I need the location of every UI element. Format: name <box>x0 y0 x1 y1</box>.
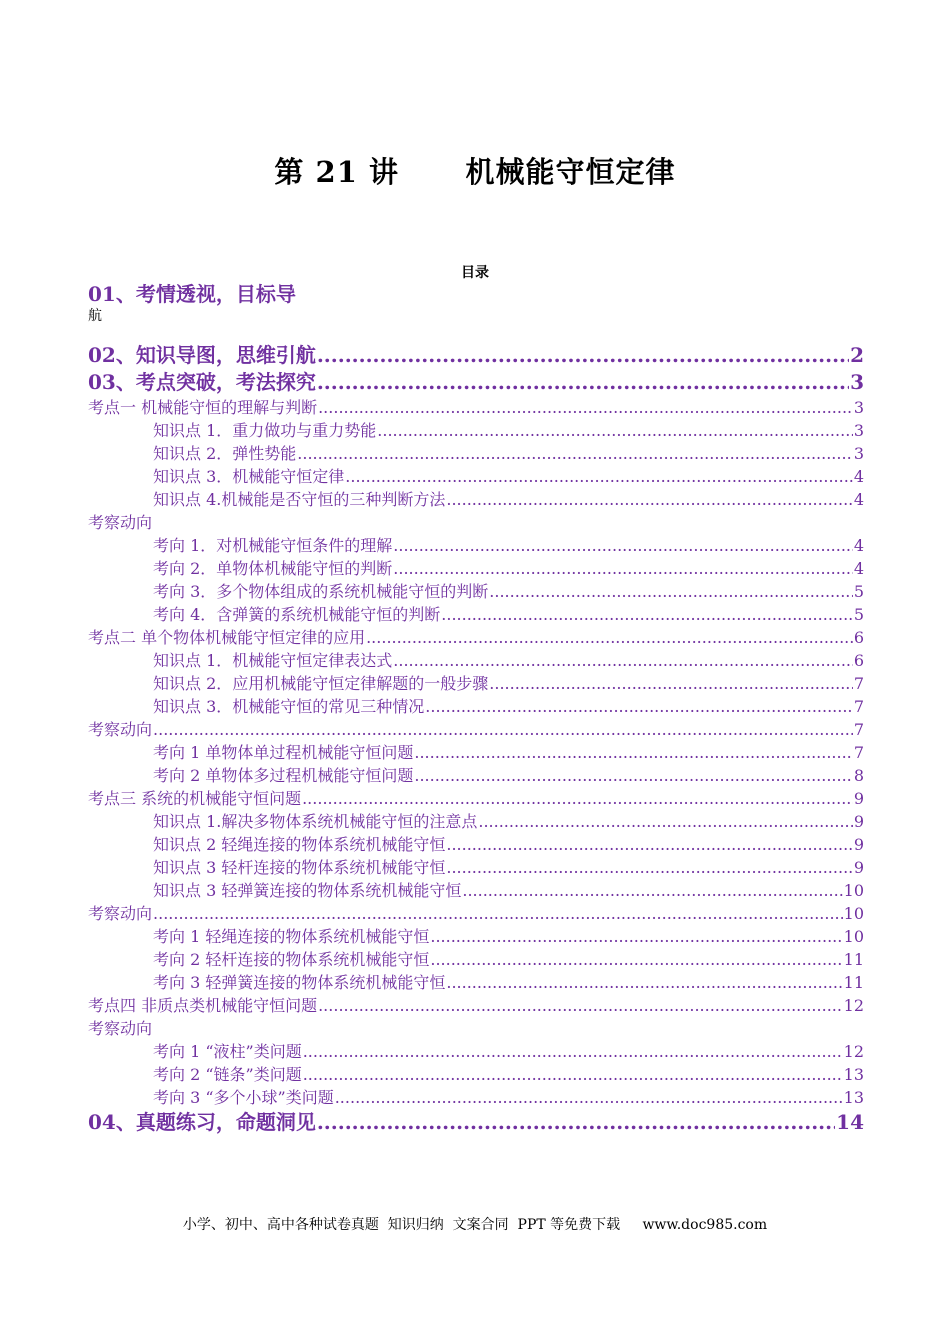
toc-entry-label: 考向 3 轻弹簧连接的物体系统机械能守恒 <box>153 973 446 992</box>
toc-dot-leader <box>414 764 852 787</box>
toc-entry[interactable] <box>88 1109 864 1136</box>
toc-entry-label: 知识点 1.解决多物体系统机械能守恒的注意点 <box>153 812 478 831</box>
toc-entry-01[interactable] <box>88 282 864 306</box>
toc-entry-label: 考察动向 <box>88 513 153 532</box>
toc-entry-page-number: 9 <box>853 812 864 831</box>
toc-dot-leader <box>446 856 852 879</box>
toc-entry[interactable] <box>88 764 864 787</box>
toc-entry-label: 02、知识导图，思维引航 <box>88 343 316 367</box>
toc-entry[interactable] <box>88 396 864 419</box>
toc-dot-leader <box>425 695 853 718</box>
toc-entry[interactable] <box>88 833 864 856</box>
toc-dot-leader <box>335 1086 843 1109</box>
toc-entry-page-number: 14 <box>836 1110 864 1134</box>
toc-entry-label: 知识点 4.机械能是否守恒的三种判断方法 <box>153 490 446 509</box>
toc-entry[interactable] <box>88 369 864 396</box>
toc-dot-leader <box>414 741 852 764</box>
toc-entry[interactable] <box>88 488 864 511</box>
toc-entry[interactable] <box>88 626 864 649</box>
toc-entry-label: 04、真题练习，命题洞见 <box>88 1110 316 1134</box>
toc-dot-leader <box>153 718 853 741</box>
toc-entry-label: 03、考点突破，考法探究 <box>88 370 316 394</box>
toc-entry-page-number: 12 <box>843 996 864 1015</box>
toc-entry-page-number: 7 <box>853 674 864 693</box>
toc-entry-page-number: 4 <box>853 536 864 555</box>
toc-entry[interactable] <box>88 718 864 741</box>
toc-entry-label: 考点四 非质点类机械能守恒问题 <box>88 996 318 1015</box>
toc-dot-leader <box>393 649 853 672</box>
toc-entry-label: 知识点 3 轻杆连接的物体系统机械能守恒 <box>153 858 446 877</box>
toc-entry[interactable] <box>88 994 864 1017</box>
toc-dot-leader <box>441 603 853 626</box>
table-of-contents <box>88 282 864 1136</box>
toc-entry-01-continuation: 航 <box>88 308 102 324</box>
toc-entry-label: 01、考情透视，目标导 <box>88 282 296 306</box>
toc-dot-leader <box>317 369 849 396</box>
toc-entry[interactable] <box>88 534 864 557</box>
toc-entry-page-number: 5 <box>853 605 864 624</box>
toc-entry-label: 考向 2 轻杆连接的物体系统机械能守恒 <box>153 950 430 969</box>
toc-entry-label: 考向 1 轻绳连接的物体系统机械能守恒 <box>153 927 430 946</box>
toc-entry-page-number: 10 <box>843 904 864 923</box>
toc-dot-leader <box>393 534 853 557</box>
toc-entry-label: 知识点 1．重力做功与重力势能 <box>153 421 377 440</box>
toc-dot-leader <box>303 1040 843 1063</box>
toc-dot-leader <box>489 580 853 603</box>
toc-entry-page-number: 2 <box>850 343 864 367</box>
toc-entry[interactable] <box>88 925 864 948</box>
toc-entry-page-number: 11 <box>843 973 864 992</box>
toc-entry[interactable] <box>88 557 864 580</box>
toc-entry[interactable] <box>88 649 864 672</box>
toc-entry[interactable] <box>88 442 864 465</box>
toc-entry-page-number: 12 <box>843 1042 864 1061</box>
toc-entry-label: 知识点 2 轻绳连接的物体系统机械能守恒 <box>153 835 446 854</box>
toc-dot-leader <box>393 557 853 580</box>
toc-entry[interactable] <box>88 419 864 442</box>
toc-entry-page-number: 6 <box>853 651 864 670</box>
toc-entry[interactable] <box>88 1040 864 1063</box>
toc-entry-page-number: 9 <box>853 835 864 854</box>
toc-entry[interactable] <box>88 1063 864 1086</box>
toc-dot-leader <box>446 971 842 994</box>
toc-entry-label: 考点一 机械能守恒的理解与判断 <box>88 398 318 417</box>
toc-dot-leader <box>318 396 853 419</box>
toc-entry[interactable] <box>88 580 864 603</box>
toc-entry[interactable] <box>88 1017 864 1040</box>
toc-entry-label: 考向 2 “链条”类问题 <box>153 1065 302 1084</box>
toc-entry-label: 考向 3 “多个小球”类问题 <box>153 1088 334 1107</box>
toc-entry-label: 知识点 3 轻弹簧连接的物体系统机械能守恒 <box>153 881 462 900</box>
toc-entry-page-number: 6 <box>853 628 864 647</box>
toc-entry-label: 考向 1 “液柱”类问题 <box>153 1042 302 1061</box>
toc-entry-label: 考向 4．含弹簧的系统机械能守恒的判断 <box>153 605 441 624</box>
page-title: 第 21 讲 机械能守恒定律 <box>274 155 676 189</box>
toc-dot-leader <box>430 925 842 948</box>
toc-entry-page-number: 10 <box>843 881 864 900</box>
toc-entry-label: 知识点 2．应用机械能守恒定律解题的一般步骤 <box>153 674 489 693</box>
toc-dot-leader <box>297 442 853 465</box>
toc-entry-label: 考点二 单个物体机械能守恒定律的应用 <box>88 628 366 647</box>
toc-entry-page-number: 4 <box>853 559 864 578</box>
page-footer: 小学、初中、高中各种试卷真题 知识归纳 文案合同 PPT 等免费下载 www.doc985.com <box>182 1217 768 1233</box>
toc-entry[interactable] <box>88 787 864 810</box>
toc-heading: 目录 <box>461 265 489 281</box>
toc-entry-page-number: 5 <box>853 582 864 601</box>
toc-entry[interactable] <box>88 810 864 833</box>
toc-entry-page-number: 7 <box>853 743 864 762</box>
toc-dot-leader <box>345 465 853 488</box>
toc-entry[interactable] <box>88 741 864 764</box>
toc-entry-label: 考察动向 <box>88 1019 153 1038</box>
toc-entry-page-number: 9 <box>853 858 864 877</box>
toc-dot-leader <box>153 902 843 925</box>
toc-entry-label: 考向 3．多个物体组成的系统机械能守恒的判断 <box>153 582 489 601</box>
toc-entry[interactable] <box>88 879 864 902</box>
toc-entry-page-number: 10 <box>843 927 864 946</box>
toc-dot-leader <box>302 787 853 810</box>
toc-entry-label: 考向 1 单物体单过程机械能守恒问题 <box>153 743 414 762</box>
toc-entry[interactable] <box>88 672 864 695</box>
toc-entry[interactable] <box>88 342 864 369</box>
toc-entry-label: 考向 2 单物体多过程机械能守恒问题 <box>153 766 414 785</box>
toc-dot-leader <box>303 1063 843 1086</box>
toc-entry[interactable] <box>88 948 864 971</box>
toc-dot-leader <box>462 879 842 902</box>
toc-entry-page-number: 4 <box>853 490 864 509</box>
toc-entry-page-number: 3 <box>853 444 864 463</box>
toc-dot-leader <box>489 672 853 695</box>
toc-dot-leader <box>478 810 852 833</box>
toc-entry-label: 考向 1．对机械能守恒条件的理解 <box>153 536 393 555</box>
toc-dot-leader <box>317 342 849 369</box>
toc-dot-leader <box>446 488 852 511</box>
toc-entry-page-number: 13 <box>843 1088 864 1107</box>
toc-entry-page-number: 9 <box>853 789 864 808</box>
toc-entry-label: 知识点 1．机械能守恒定律表达式 <box>153 651 393 670</box>
toc-dot-leader <box>318 994 843 1017</box>
toc-entry-label: 考向 2．单物体机械能守恒的判断 <box>153 559 393 578</box>
toc-entry[interactable] <box>88 695 864 718</box>
toc-entry-page-number: 4 <box>853 467 864 486</box>
toc-entry-page-number: 13 <box>843 1065 864 1084</box>
toc-entry-page-number: 7 <box>853 697 864 716</box>
toc-entry-page-number: 3 <box>853 398 864 417</box>
toc-dot-leader <box>366 626 853 649</box>
toc-dot-leader <box>377 419 853 442</box>
toc-entry-page-number: 7 <box>853 720 864 739</box>
toc-entry-label: 考点三 系统的机械能守恒问题 <box>88 789 302 808</box>
toc-entry[interactable] <box>88 856 864 879</box>
toc-entry-label: 知识点 2．弹性势能 <box>153 444 297 463</box>
toc-entry-page-number: 8 <box>853 766 864 785</box>
toc-dot-leader <box>446 833 852 856</box>
toc-entry-label: 考察动向 <box>88 720 153 739</box>
toc-entry[interactable] <box>88 465 864 488</box>
toc-entries <box>88 342 864 1136</box>
toc-dot-leader <box>430 948 842 971</box>
toc-entry[interactable] <box>88 511 864 534</box>
toc-dot-leader <box>317 1109 835 1136</box>
toc-entry-label: 知识点 3．机械能守恒的常见三种情况 <box>153 697 425 716</box>
toc-entry-page-number: 11 <box>843 950 864 969</box>
toc-entry[interactable] <box>88 971 864 994</box>
toc-entry-page-number: 3 <box>850 370 864 394</box>
toc-entry[interactable] <box>88 1086 864 1109</box>
toc-entry[interactable] <box>88 603 864 626</box>
toc-entry[interactable] <box>88 902 864 925</box>
toc-entry-label: 考察动向 <box>88 904 153 923</box>
toc-entry-label: 知识点 3．机械能守恒定律 <box>153 467 345 486</box>
toc-entry-page-number: 3 <box>853 421 864 440</box>
